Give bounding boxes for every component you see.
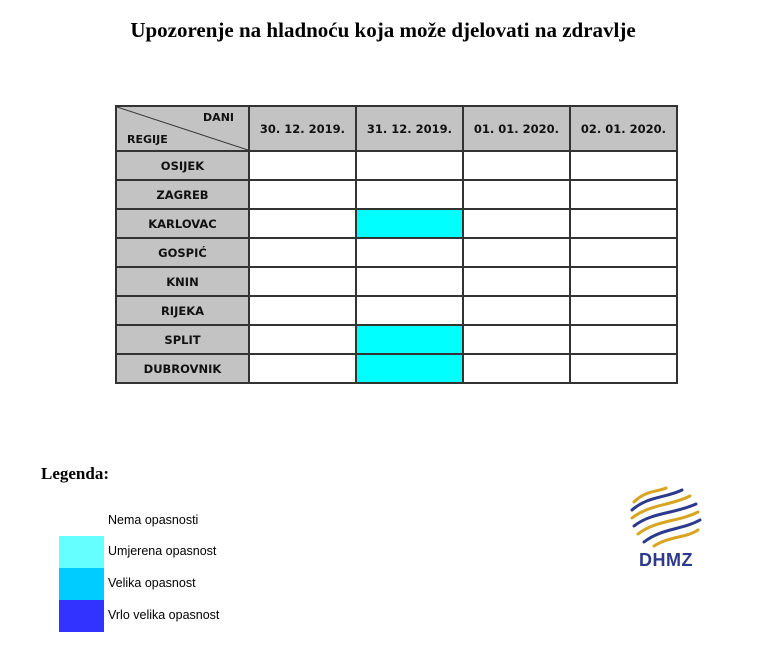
- region-label: SPLIT: [116, 325, 249, 354]
- warning-cell: [570, 296, 677, 325]
- warning-cell: [570, 325, 677, 354]
- legend-label: Nema opasnosti: [108, 513, 199, 527]
- table-row: [116, 296, 677, 325]
- warning-cell: [463, 238, 570, 267]
- legend-swatch-very-high: [59, 600, 104, 632]
- legend-item: [59, 600, 279, 632]
- region-label: OSIJEK: [116, 151, 249, 180]
- warning-cell: [463, 325, 570, 354]
- warning-cell: [463, 180, 570, 209]
- corner-header: [116, 106, 249, 151]
- header-row: [116, 106, 677, 151]
- table-row: [116, 151, 677, 180]
- warning-cell: [463, 209, 570, 238]
- warning-cell: [249, 209, 356, 238]
- corner-label-days: DANI: [203, 111, 234, 124]
- warning-cell: [356, 151, 463, 180]
- warning-cell: [249, 238, 356, 267]
- corner-label-regions: REGIJE: [127, 133, 168, 146]
- region-label: DUBROVNIK: [116, 354, 249, 383]
- dhmz-logo-mark: [626, 484, 706, 550]
- warning-cell: [570, 238, 677, 267]
- legend-item: [59, 568, 279, 600]
- warning-cell: [356, 354, 463, 383]
- warning-cell: [356, 296, 463, 325]
- table-row: [116, 238, 677, 267]
- table-row: [116, 267, 677, 296]
- legend-swatch-none: [59, 505, 104, 537]
- legend-swatch-high: [59, 568, 104, 600]
- warning-cell: [249, 180, 356, 209]
- warning-cell: [463, 354, 570, 383]
- legend-swatch-moderate: [59, 536, 104, 568]
- region-label: KNIN: [116, 267, 249, 296]
- warning-cell: [356, 325, 463, 354]
- warning-cell: [356, 267, 463, 296]
- table-row: [116, 180, 677, 209]
- dhmz-logo-text: DHMZ: [639, 550, 693, 570]
- table-row: [116, 354, 677, 383]
- region-label: GOSPIĆ: [116, 238, 249, 267]
- warning-cell: [249, 151, 356, 180]
- region-label: KARLOVAC: [116, 209, 249, 238]
- warning-cell: [570, 151, 677, 180]
- warning-cell: [356, 238, 463, 267]
- warning-cell: [463, 151, 570, 180]
- warning-cell: [570, 209, 677, 238]
- warning-table: [115, 105, 678, 384]
- warning-cell: [570, 267, 677, 296]
- warning-cell: [249, 354, 356, 383]
- table-body: [116, 151, 677, 383]
- dhmz-logo: [626, 484, 706, 574]
- legend-label: Umjerena opasnost: [108, 544, 217, 558]
- warning-cell: [570, 354, 677, 383]
- warning-cell: [570, 180, 677, 209]
- warning-cell: [356, 180, 463, 209]
- warning-cell: [249, 296, 356, 325]
- date-header: 30. 12. 2019.: [249, 106, 356, 151]
- table-row: [116, 209, 677, 238]
- warning-cell: [249, 325, 356, 354]
- warning-cell: [356, 209, 463, 238]
- date-header: 01. 01. 2020.: [463, 106, 570, 151]
- page-title: Upozorenje na hladnoću koja može djelovati na zdravlje: [130, 18, 636, 42]
- legend-item: [59, 536, 279, 568]
- warning-cell: [463, 267, 570, 296]
- legend-title: Legenda:: [41, 464, 109, 483]
- legend-item: [59, 505, 279, 537]
- region-label: ZAGREB: [116, 180, 249, 209]
- table-row: [116, 325, 677, 354]
- legend-label: Vrlo velika opasnost: [108, 608, 220, 622]
- warning-cell: [463, 296, 570, 325]
- legend-label: Velika opasnost: [108, 576, 196, 590]
- date-header: 31. 12. 2019.: [356, 106, 463, 151]
- warning-cell: [249, 267, 356, 296]
- region-label: RIJEKA: [116, 296, 249, 325]
- date-header: 02. 01. 2020.: [570, 106, 677, 151]
